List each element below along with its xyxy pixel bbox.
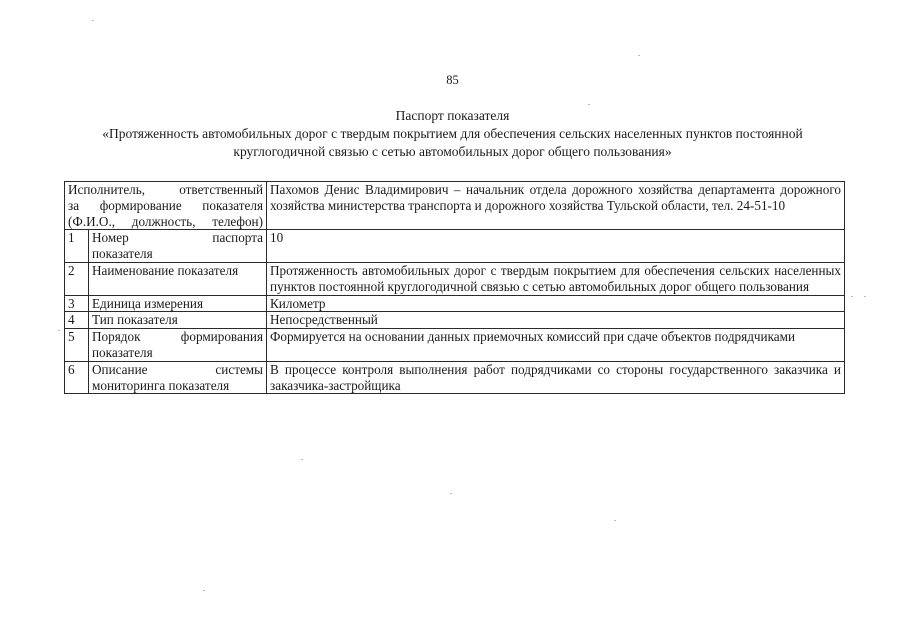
scan-speck — [58, 330, 60, 331]
table-row — [65, 361, 845, 394]
row-number: 4 — [65, 312, 89, 329]
scan-speck — [614, 520, 616, 521]
scan-speck — [301, 459, 303, 460]
row-label-line1: Описание системы — [92, 361, 264, 377]
executor-label-cell — [65, 182, 267, 230]
row-label-cell — [89, 361, 267, 394]
table-row — [65, 329, 845, 362]
row-label-cell: Тип показателя — [89, 312, 267, 329]
indicator-name-heading-line2: круглогодичной связью с сетью автомобильных дорог общего пользования» — [233, 144, 672, 159]
row-number: 5 — [65, 329, 89, 362]
table-row — [65, 262, 845, 295]
indicator-name-heading-line1: «Протяженность автомобильных дорог с твердым покрытием для обеспечения сельских населенных пунктов постоянной — [102, 126, 803, 141]
row-number: 6 — [65, 361, 89, 394]
page-number: 85 — [446, 73, 459, 87]
row-label-cell — [89, 230, 267, 263]
row-number: 1 — [65, 230, 89, 263]
row-label-cell: Единица измерения — [89, 295, 267, 312]
row-label-cell: Наименование показателя — [89, 262, 267, 295]
row-number: 2 — [65, 262, 89, 295]
row-label-line2: показателя — [92, 246, 153, 262]
scan-speck — [864, 296, 866, 297]
scan-speck — [638, 55, 640, 56]
table-row — [65, 230, 845, 263]
executor-label-line2: за формирование показателя — [68, 197, 264, 213]
row-value-cell: Непосредственный — [267, 312, 845, 329]
scan-speck — [92, 20, 94, 21]
scan-speck — [203, 590, 205, 591]
scan-speck — [851, 296, 853, 297]
executor-value-cell: Пахомов Денис Владимирович – начальник отдела дорожного хозяйства департамента дорожного хозяйства министерства транспорта и дорожного хозяйства Тульской области, тел. 24-51-10 — [267, 182, 845, 230]
row-number: 3 — [65, 295, 89, 312]
table-row-executor — [65, 182, 845, 230]
row-value-cell: В процессе контроля выполнения работ подрядчиками со стороны государственного заказчика и заказчика-застройщика — [267, 361, 845, 394]
row-value-cell: Километр — [267, 295, 845, 312]
table-row — [65, 295, 845, 312]
executor-label-line1: Исполнитель, ответственный — [68, 182, 264, 197]
row-value-cell: Формируется на основании данных приемочных комиссий при сдаче объектов подрядчиками — [267, 329, 845, 362]
executor-label-line3: (Ф.И.О., должность, телефон) — [68, 213, 264, 229]
scan-speck — [588, 104, 590, 105]
row-label-line2: мониторинга показателя — [92, 377, 230, 393]
row-label-line1: Номер паспорта — [92, 230, 264, 246]
row-label-cell — [89, 329, 267, 362]
scan-speck — [450, 493, 452, 494]
table-row — [65, 312, 845, 329]
row-value-cell: Протяженность автомобильных дорог с твердым покрытием для обеспечения сельских населенных пунктов постоянной круглогодичной связью с сетью автомобильных дорог общего пользования — [267, 262, 845, 295]
row-value-cell: 10 — [267, 230, 845, 263]
row-label-line1: Порядок формирования — [92, 329, 264, 345]
indicator-name-heading — [40, 125, 865, 161]
passport-table — [64, 181, 845, 394]
row-label-line2: показателя — [92, 344, 153, 360]
document-title: Паспорт показателя — [395, 108, 510, 123]
